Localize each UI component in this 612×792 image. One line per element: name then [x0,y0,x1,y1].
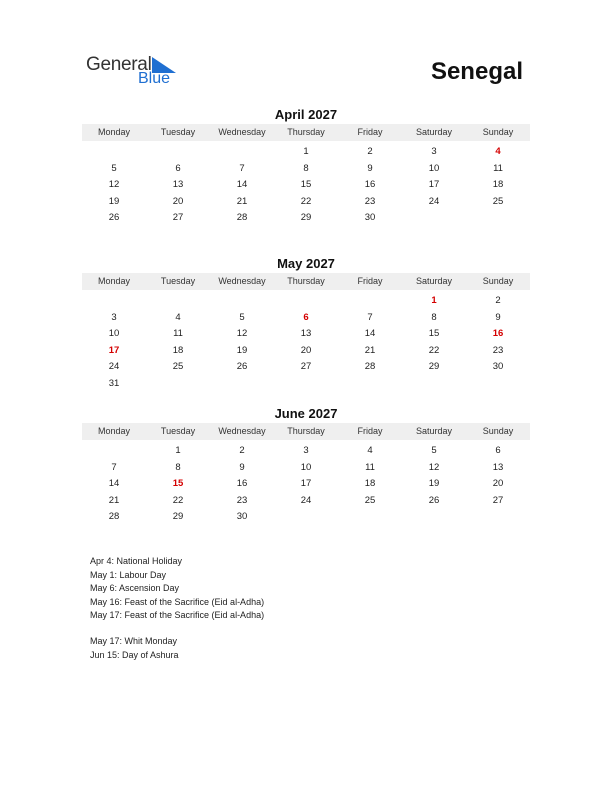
day-cell: 18 [364,478,376,489]
day-cell: 28 [364,361,376,372]
holiday-notes [90,555,264,623]
empty-day-cell [338,293,402,310]
holiday-note: May 17: Feast of the Sacrifice (Eid al-Adha) [90,610,265,620]
empty-day-cell [338,509,402,526]
holiday-day-cell: 1 [431,295,437,306]
day-cell: 9 [367,162,373,174]
empty-day-cell [466,509,530,526]
empty-day-cell [402,210,466,227]
weekday-label: Thursday [287,426,325,436]
day-cell: 8 [175,461,181,473]
day-cell: 15 [428,328,440,339]
day-cell: 10 [300,461,312,473]
brand-logo [86,54,186,94]
day-cell: 3 [111,311,117,323]
weekday-label: Friday [357,276,383,286]
weekday-label: Monday [97,127,131,137]
holiday-note: May 17: Whit Monday [90,636,178,646]
day-cell: 21 [364,344,376,356]
empty-day-cell [466,210,530,227]
weekday-header [82,124,530,141]
day-cell: 15 [300,179,312,190]
week-row [82,460,530,477]
day-cell: 19 [108,195,120,207]
day-cell: 5 [239,311,245,323]
week-row [82,326,530,343]
day-cell: 29 [428,361,440,372]
month-june [82,406,530,526]
day-cell: 14 [364,328,376,339]
day-cell: 14 [236,179,248,190]
empty-day-cell [466,376,530,393]
day-cell: 30 [364,212,376,223]
day-cell: 17 [428,179,440,190]
week-row [82,376,530,393]
weekday-label: Saturday [415,276,453,286]
day-cell: 20 [492,478,504,489]
weekday-label: Tuesday [160,127,196,137]
day-cell: 7 [239,162,245,174]
day-cell: 16 [236,478,248,489]
empty-day-cell [274,509,338,526]
day-cell: 1 [175,445,181,456]
day-cell: 22 [172,494,184,506]
empty-day-cell [402,509,466,526]
weekday-label: Friday [357,426,383,436]
brand-name-blue: Blue [138,70,171,87]
week-row [82,210,530,227]
weekday-label: Tuesday [160,276,196,286]
day-cell: 6 [175,162,181,174]
day-cell: 13 [172,179,184,190]
empty-day-cell [274,376,338,393]
holiday-note: May 1: Labour Day [90,569,167,580]
holiday-note: May 6: Ascension Day [90,583,180,593]
day-cell: 6 [495,445,501,456]
week-row [82,493,530,510]
month-title: June 2027 [274,406,338,421]
day-cell: 31 [108,377,120,389]
weekday-label: Sunday [482,127,514,137]
day-cell: 17 [300,478,312,489]
empty-day-cell [402,376,466,393]
day-cell: 8 [431,311,437,323]
day-cell: 13 [492,461,504,473]
weekday-label: Sunday [482,276,514,286]
day-cell: 22 [428,344,440,356]
weekday-label: Thursday [287,276,325,286]
day-cell: 11 [365,461,375,473]
week-row [82,293,530,310]
weekday-label: Friday [357,127,383,137]
empty-day-cell [210,376,274,393]
month-title: May 2027 [277,256,335,271]
day-cell: 24 [108,361,120,372]
holiday-day-cell: 16 [492,328,504,339]
day-cell: 28 [236,212,248,223]
empty-day-cell [82,144,146,161]
month-april [82,107,530,227]
day-cell: 18 [172,344,184,356]
day-cell: 19 [236,344,248,356]
day-cell: 24 [428,195,440,207]
week-row [82,359,530,376]
day-cell: 20 [172,195,184,207]
day-cell: 9 [239,461,245,473]
month-may [82,256,530,392]
day-cell: 13 [300,328,312,339]
holiday-day-cell: 6 [303,311,309,323]
weekday-label: Wednesday [218,127,266,137]
weekday-header [82,273,530,290]
week-row [82,144,530,161]
day-cell: 25 [492,195,504,207]
empty-day-cell [82,443,146,460]
week-row [82,343,530,360]
week-row [82,509,530,526]
holiday-notes-secondary [90,635,179,662]
day-cell: 2 [495,295,501,306]
holiday-day-cell: 15 [172,478,184,489]
day-cell: 1 [303,146,309,157]
empty-day-cell [146,144,210,161]
day-cell: 28 [108,511,120,522]
month-title: April 2027 [274,107,338,122]
day-cell: 26 [428,494,440,506]
day-cell: 2 [239,445,245,456]
day-cell: 11 [173,328,183,339]
day-cell: 27 [300,361,312,372]
holiday-day-cell: 17 [108,344,120,356]
week-row [82,476,530,493]
holiday-note: Apr 4: National Holiday [90,556,183,566]
day-cell: 10 [108,328,120,339]
weekday-label: Saturday [415,127,453,137]
weekday-label: Sunday [482,426,514,436]
day-cell: 23 [364,195,376,207]
day-cell: 9 [495,311,501,323]
empty-day-cell [146,293,210,310]
day-cell: 5 [431,445,437,456]
week-row [82,310,530,327]
day-cell: 25 [364,494,376,506]
day-cell: 7 [111,461,117,473]
weekday-label: Monday [97,426,131,436]
day-cell: 7 [367,311,373,323]
weekday-label: Thursday [287,127,325,137]
day-cell: 26 [236,361,248,372]
day-cell: 16 [364,179,376,190]
holiday-day-cell: 4 [495,146,501,157]
day-cell: 5 [111,162,117,174]
weekday-label: Wednesday [218,426,266,436]
week-row [82,443,530,460]
day-cell: 12 [108,179,120,190]
day-cell: 11 [493,162,503,174]
day-cell: 29 [300,212,312,223]
weekday-label: Saturday [415,426,453,436]
brand-name-general: General [86,54,152,75]
day-cell: 18 [492,179,504,190]
country-title: Senegal [430,58,523,85]
day-cell: 12 [236,328,248,339]
day-cell: 27 [172,212,184,223]
day-cell: 10 [428,162,440,174]
holiday-note: May 16: Feast of the Sacrifice (Eid al-Adha) [90,596,265,607]
week-row [82,177,530,194]
day-cell: 3 [431,146,437,157]
weekday-label: Monday [97,276,131,286]
weekday-label: Wednesday [218,276,266,286]
day-cell: 2 [367,146,373,157]
empty-day-cell [82,293,146,310]
day-cell: 24 [300,494,312,506]
day-cell: 3 [303,445,309,456]
day-cell: 26 [108,212,120,223]
empty-day-cell [210,144,274,161]
day-cell: 19 [428,478,440,489]
day-cell: 23 [492,344,504,356]
day-cell: 21 [236,195,248,207]
empty-day-cell [210,293,274,310]
day-cell: 4 [367,445,373,456]
week-row [82,194,530,211]
weekday-label: Tuesday [160,426,196,436]
day-cell: 22 [300,195,312,207]
day-cell: 23 [236,494,248,506]
empty-day-cell [274,293,338,310]
day-cell: 29 [172,511,184,522]
empty-day-cell [338,376,402,393]
day-cell: 27 [492,494,504,506]
empty-day-cell [146,376,210,393]
weekday-header [82,423,530,440]
day-cell: 30 [492,361,504,372]
day-cell: 8 [303,162,309,174]
day-cell: 20 [300,344,312,356]
week-row [82,161,530,178]
day-cell: 4 [175,311,181,323]
holiday-note: Jun 15: Day of Ashura [90,649,179,660]
day-cell: 30 [236,511,248,522]
day-cell: 21 [108,494,120,506]
day-cell: 25 [172,361,184,372]
day-cell: 12 [428,461,440,473]
day-cell: 14 [108,478,120,489]
